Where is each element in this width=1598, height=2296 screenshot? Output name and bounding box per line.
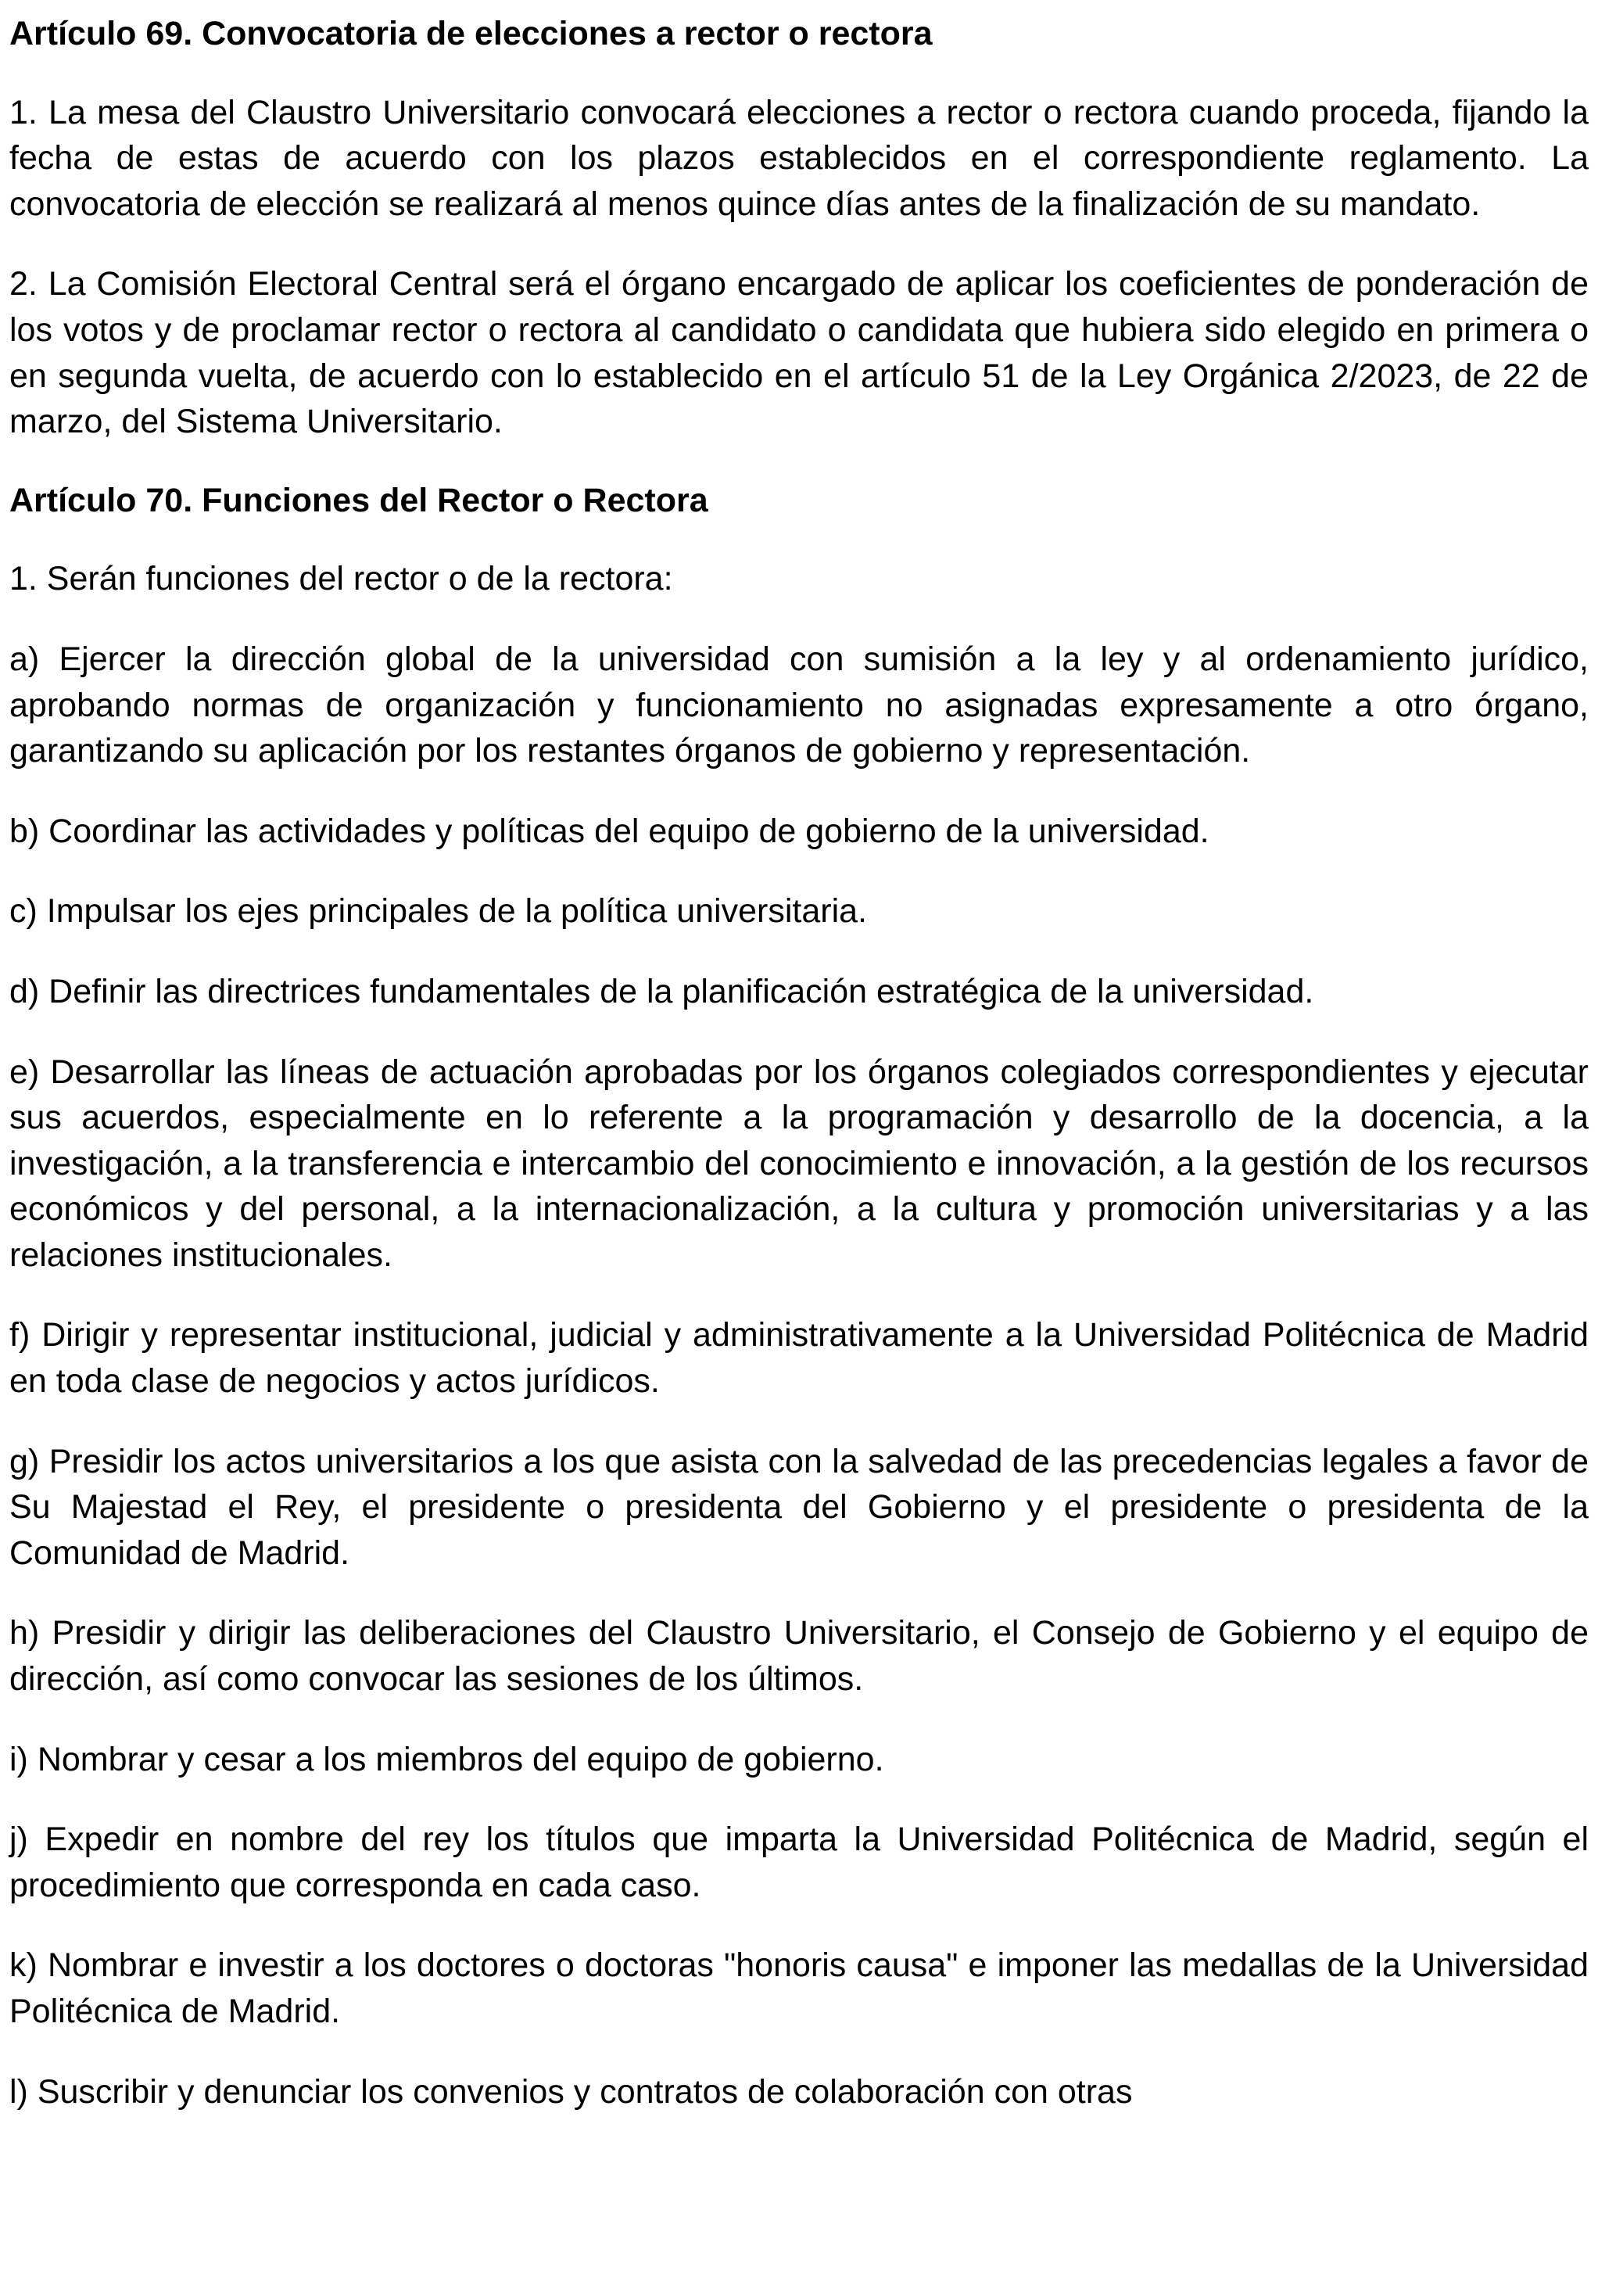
article-69-heading: Artículo 69. Convocatoria de elecciones a rector o rectora bbox=[9, 15, 933, 52]
list-item-e: e) Desarrollar las líneas de actuación aprobadas por los órganos colegiados correspondientes y ejecutar sus acuerdos, especialmente en lo referente a la programación y desarrollo de la docencia, a la investigación, a la transferencia e intercambio del conocimiento e innovación, a la gestión de los recursos económicos y del personal, a la internacionalización, a la cultura y promoción universitarias y a las relaciones institucionales. bbox=[9, 1053, 1589, 1274]
list-item-f: f) Dirigir y representar institucional, judicial y administrativamente a la Universidad Politécnica de Madrid en toda clase de negocios y actos jurídicos. bbox=[9, 1316, 1589, 1401]
list-item-c: c) Impulsar los ejes principales de la política universitaria. bbox=[9, 892, 867, 931]
list-item-l: l) Suscribir y denunciar los convenios y contratos de colaboración con otras bbox=[9, 2072, 1133, 2111]
list-item-a: a) Ejercer la dirección global de la universidad con sumisión a la ley y al ordenamiento jurídico, aprobando normas de organización y funcionamiento no asignadas expresamente a otro órgano, garantizando su aplicación por los restantes órganos de gobierno y representación. bbox=[9, 640, 1589, 770]
list-item-i: i) Nombrar y cesar a los miembros del equipo de gobierno. bbox=[9, 1740, 884, 1778]
list-item-j: j) Expedir en nombre del rey los títulos que imparta la Universidad Politécnica de Madrid, según el procedimiento que corresponda en cada caso. bbox=[9, 1821, 1589, 1904]
article-70-heading: Artículo 70. Funciones del Rector o Rectora bbox=[9, 481, 708, 519]
article-69-paragraph-2: 2. La Comisión Electoral Central será el órgano encargado de aplicar los coeficientes de ponderación de los votos y de proclamar rector o rectora al candidato o candidata que hubiera sido elegido en primera o en segunda vuelta, de acuerdo con lo establecido en el artículo 51 de la Ley Orgánica 2/2023, de 22 de marzo, del Sistema Universitario. bbox=[9, 265, 1589, 441]
article-69-paragraph-1: 1. La mesa del Claustro Universitario convocará elecciones a rector o rectora cuando proceda, fijando la fecha de estas de acuerdo con los plazos establecidos en el correspondiente reglamento. La convocatoria de elección se realizará al menos quince días antes de la finalización de su mandato. bbox=[9, 93, 1589, 223]
list-item-h: h) Presidir y dirigir las deliberaciones del Claustro Universitario, el Consejo de Gobierno y el equipo de dirección, así como convocar las sesiones de los últimos. bbox=[9, 1614, 1589, 1699]
list-item-g: g) Presidir los actos universitarios a los que asista con la salvedad de las precedencias legales a favor de Su Majestad el Rey, el presidente o presidenta del Gobierno y el presidente o presidenta de la Comunidad de Madrid. bbox=[9, 1442, 1589, 1572]
document-page bbox=[9, 11, 1589, 2115]
list-item-d: d) Definir las directrices fundamentales de la planificación estratégica de la universidad. bbox=[9, 972, 1314, 1010]
list-item-b: b) Coordinar las actividades y políticas del equipo de gobierno de la universidad. bbox=[9, 812, 1209, 850]
list-item-k: k) Nombrar e investir a los doctores o doctoras "honoris causa" e imponer las medallas de la Universidad Politécnica de Madrid. bbox=[9, 1946, 1589, 2030]
article-70-intro: 1. Serán funciones del rector o de la rectora: bbox=[9, 560, 673, 598]
